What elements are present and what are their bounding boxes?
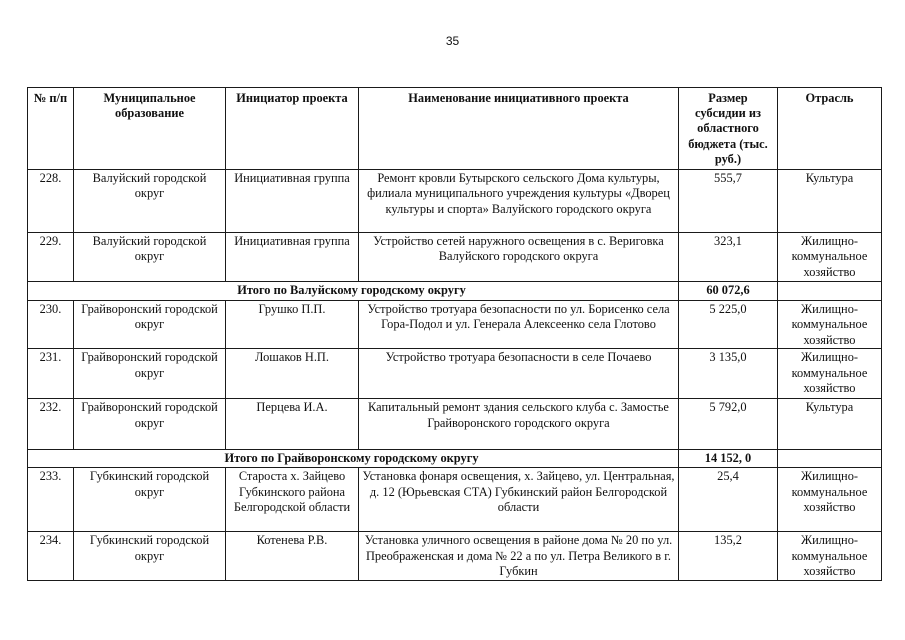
- table-row: [28, 399, 882, 450]
- row-subsidy: 5 225,0: [679, 301, 778, 349]
- row-initiator: Инициативная группа: [226, 170, 359, 233]
- row-municipality: Губкинский городской округ: [74, 468, 226, 532]
- row-municipality: Губкинский городской округ: [74, 532, 226, 581]
- row-project: Капитальный ремонт здания сельского клуба с. Замостье Грайворонского городского округа: [359, 399, 679, 450]
- row-municipality: Грайворонский городской округ: [74, 349, 226, 399]
- header-sector: Отрасль: [778, 88, 882, 170]
- row-sector: Жилищно-коммунальное хозяйство: [778, 468, 882, 532]
- row-initiator: Инициативная группа: [226, 233, 359, 282]
- total-row: [28, 450, 882, 468]
- row-project: Устройство тротуара безопасности в селе Почаево: [359, 349, 679, 399]
- table-row: [28, 301, 882, 349]
- total-empty-cell: [778, 450, 882, 468]
- row-sector: Жилищно-коммунальное хозяйство: [778, 233, 882, 282]
- row-sector: Жилищно-коммунальное хозяйство: [778, 301, 882, 349]
- table-row: [28, 468, 882, 532]
- row-project: Ремонт кровли Бутырского сельского Дома культуры, филиала муниципального учреждения культуры «Дворец культуры и спорта» Валуйского городского округа: [359, 170, 679, 233]
- row-project: Устройство сетей наружного освещения в с. Вериговка Валуйского городского округа: [359, 233, 679, 282]
- row-project: Установка фонаря освещения, х. Зайцево, ул. Центральная, д. 12 (Юрьевская СТА) Губкинский район Белгородской области: [359, 468, 679, 532]
- row-num: 231.: [28, 349, 74, 399]
- total-empty-cell: [778, 282, 882, 301]
- row-initiator: Староста х. Зайцево Губкинского района Белгородской области: [226, 468, 359, 532]
- row-num: 229.: [28, 233, 74, 282]
- row-initiator: Котенева Р.В.: [226, 532, 359, 581]
- header-initiator: Инициатор проекта: [226, 88, 359, 170]
- row-municipality: Валуйский городской округ: [74, 233, 226, 282]
- row-subsidy: 323,1: [679, 233, 778, 282]
- table-row: [28, 233, 882, 282]
- subsidy-table: [27, 87, 882, 581]
- page-number: 35: [445, 34, 460, 48]
- row-municipality: Грайворонский городской округ: [74, 399, 226, 450]
- row-municipality: Валуйский городской округ: [74, 170, 226, 233]
- row-num: 232.: [28, 399, 74, 450]
- row-sector: Жилищно-коммунальное хозяйство: [778, 532, 882, 581]
- row-num: 234.: [28, 532, 74, 581]
- row-num: 228.: [28, 170, 74, 233]
- table-row: [28, 170, 882, 233]
- row-subsidy: 135,2: [679, 532, 778, 581]
- row-initiator: Лошаков Н.П.: [226, 349, 359, 399]
- row-sector: Культура: [778, 399, 882, 450]
- row-sector: Жилищно-коммунальное хозяйство: [778, 349, 882, 399]
- row-num: 230.: [28, 301, 74, 349]
- total-row: [28, 282, 882, 301]
- row-initiator: Перцева И.А.: [226, 399, 359, 450]
- row-num: 233.: [28, 468, 74, 532]
- row-municipality: Грайворонский городской округ: [74, 301, 226, 349]
- header-num: № п/п: [28, 88, 74, 170]
- row-project: Установка уличного освещения в районе дома № 20 по ул. Преображенская и дома № 22 а по ул. Петра Великого в г. Губкин: [359, 532, 679, 581]
- row-subsidy: 5 792,0: [679, 399, 778, 450]
- header-row: [28, 88, 882, 170]
- total-label: Итого по Валуйскому городскому округу: [28, 282, 679, 301]
- row-sector: Культура: [778, 170, 882, 233]
- header-project: Наименование инициативного проекта: [359, 88, 679, 170]
- table-row: [28, 532, 882, 581]
- row-subsidy: 25,4: [679, 468, 778, 532]
- row-project: Устройство тротуара безопасности по ул. Борисенко села Гора-Подол и ул. Генерала Алексеенко села Глотово: [359, 301, 679, 349]
- table-row: [28, 349, 882, 399]
- total-value: 60 072,6: [679, 282, 778, 301]
- row-subsidy: 555,7: [679, 170, 778, 233]
- total-value: 14 152, 0: [679, 450, 778, 468]
- row-initiator: Грушко П.П.: [226, 301, 359, 349]
- row-subsidy: 3 135,0: [679, 349, 778, 399]
- total-label: Итого по Грайворонскому городскому округу: [28, 450, 679, 468]
- header-subsidy: Размер субсидии из областного бюджета (тыс. руб.): [679, 88, 778, 170]
- header-municipality: Муниципальное образование: [74, 88, 226, 170]
